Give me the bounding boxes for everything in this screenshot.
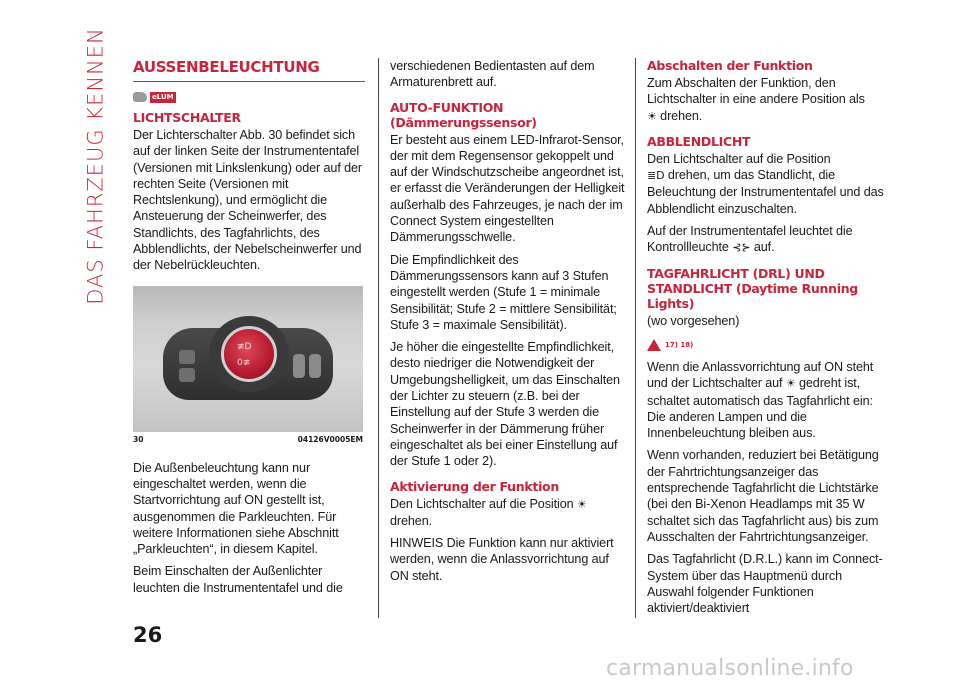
right-button-1 bbox=[293, 354, 305, 378]
warning-icon bbox=[647, 339, 661, 351]
heading-abschalten: Abschalten der Funktion bbox=[647, 58, 813, 73]
column-2 bbox=[390, 58, 626, 584]
text-run: Auf der Instrumententafel leuchtet die Kontrollleuchte bbox=[647, 224, 853, 255]
chapter-title-text: DAS FAHRZEUG KENNEN bbox=[84, 27, 109, 305]
heading-line: TAGFAHRLICHT (DRL) UND bbox=[647, 265, 825, 281]
column-divider-1 bbox=[378, 58, 379, 618]
heading-aktivierung: Aktivierung der Funktion bbox=[390, 478, 559, 494]
paragraph: (wo vorgesehen) bbox=[647, 313, 740, 328]
text-run: drehen, um das Standlicht, die Beleuchtung der Instrumententafel und das Abblendlicht einzuschalten. bbox=[647, 168, 884, 216]
text-run: auf. bbox=[753, 240, 775, 255]
text-run: Den Lichtschalter auf die Position bbox=[390, 496, 574, 511]
right-button-2 bbox=[309, 354, 321, 378]
auto-light-icon: ☀ bbox=[647, 109, 657, 123]
watermark: carmanualsonline.info bbox=[606, 656, 854, 681]
auto-light-icon: ☀ bbox=[785, 377, 796, 391]
heading-lichtschalter: LICHTSCHALTER bbox=[133, 110, 241, 125]
figure-code: 04126V0005EM bbox=[297, 434, 363, 444]
fog-rear-icon: 0≢ bbox=[237, 357, 251, 368]
heading-abblendlicht: ABBLENDLICHT bbox=[647, 133, 751, 149]
elum-indicator bbox=[133, 90, 365, 104]
left-button-lower bbox=[179, 368, 195, 382]
heading-line: STANDLICHT (Daytime Running Lights) bbox=[647, 280, 858, 311]
text-run: Wenn die Anlassvorrichtung auf ON steht und der Lichtschalter auf bbox=[647, 359, 874, 391]
heading-auto-funktion bbox=[390, 100, 626, 130]
warning-reference bbox=[647, 337, 887, 353]
heading-tagfahrlicht bbox=[647, 266, 887, 311]
paragraph bbox=[647, 359, 887, 441]
chapter-side-title bbox=[82, 27, 110, 305]
heading-line: AUTO-FUNKTION bbox=[390, 99, 504, 115]
light-switch-photo bbox=[133, 286, 363, 432]
paragraph bbox=[647, 223, 887, 257]
page-number: 26 bbox=[133, 623, 163, 647]
light-knob bbox=[221, 326, 277, 382]
paragraph: verschiedenen Bedientasten auf dem Armaturenbrett auf. bbox=[390, 59, 595, 90]
text-run: Den Lichtschalter auf die Position bbox=[647, 151, 831, 166]
paragraph: Wenn vorhanden, reduziert bei Betätigung der Fahrtrichtungsanzeiger das entsprechende Tagfahrlicht die Lichtstärke (bei den Bi-Xenon Headlamps mit 35 W schaltet sich das Tagfahrlicht aus) bis zum Ausschalten der Fahrtrichtungsanzeiger. bbox=[647, 448, 879, 544]
figure-caption bbox=[133, 435, 363, 444]
section-title: AUSSENBELEUCHTUNG bbox=[133, 58, 365, 82]
paragraph: Die Außenbeleuchtung kann nur eingeschaltet werden, wenn die Startvorrichtung auf ON gestellt ist, ausgenommen die Parkleuchten. Für weitere Informationen siehe Abschnitt „Parkleuchten“, in diesem Kapitel. bbox=[133, 460, 339, 557]
warning-refs: 17) 18) bbox=[665, 340, 694, 349]
figure-number: 30 bbox=[133, 434, 144, 444]
text-run: Zum Abschalten der Funktion, den Lichtschalter in eine andere Position als bbox=[647, 76, 865, 107]
heading-line: (Dämmerungssensor) bbox=[390, 114, 537, 130]
column-divider-2 bbox=[635, 58, 636, 618]
paragraph: Das Tagfahrlicht (D.R.L.) kann im Connect-System über das Hauptmenü durch Auswahl folgender Funktionen aktiviert/deaktiviert bbox=[647, 552, 883, 616]
text-run: gedreht ist, schaltet automatisch das Tagfahrlicht ein: Die anderen Lampen und die Innenbeleuchtung bleiben aus. bbox=[647, 376, 873, 441]
paragraph bbox=[647, 151, 887, 217]
fog-front-icon: ≢D bbox=[237, 341, 252, 352]
low-beam-icon: ≣D bbox=[647, 169, 665, 183]
column-1 bbox=[133, 58, 365, 596]
text-run: drehen. bbox=[390, 513, 433, 528]
paragraph bbox=[390, 496, 626, 530]
elum-badge: eLUM bbox=[152, 92, 174, 101]
paragraph: Je höher die eingestellte Empfindlichkeit, desto niedriger die Notwendigkeit der Umgebungshelligkeit, um das Einschalten der Lichter zu steuern (z.B. bei der Einstellung auf der Stufe 3 werden die Scheinwerfer in der Dämmerung früher eingeschaltet als bei einer Einstellung auf der Stufe 1 oder 2). bbox=[390, 340, 620, 469]
auto-light-icon: ☀ bbox=[576, 497, 587, 511]
paragraph: Er besteht aus einem LED-Infrarot-Sensor, der mit dem Regensensor gekoppelt und auf der Windschutzscheibe angeordnet ist, er erfasst die Veränderungen der Helligkeit außerhalb des Fahrzeuges, je nach der im Connect System eingestellten Dämmerungsschwelle. bbox=[390, 132, 625, 245]
paragraph: Die Empfindlichkeit des Dämmerungssensors kann auf 3 Stufen eingestellt werden (Stufe 1 = minimale Sensibilität; Stufe 2 = mittlere Sensibilität; Stufe 3 = maximale Sensibilität). bbox=[390, 252, 617, 332]
hand-icon bbox=[133, 92, 147, 102]
paragraph: HINWEIS Die Funktion kann nur aktiviert werden, wenn die Anlassvorrichtung auf ON steht. bbox=[390, 536, 614, 583]
paragraph: Beim Einschalten der Außenlichter leuchten die Instrumententafel und die bbox=[133, 564, 343, 595]
text-run: drehen. bbox=[660, 108, 703, 123]
column-3 bbox=[647, 58, 887, 616]
paragraph: Der Lichterschalter Abb. 30 befindet sich auf der linken Seite der Instrumententafel (Versionen mit Linkslenkung) oder auf der rechten Seite (Versionen mit Rechtslenkung), und ermöglicht die Ansteuerung der Scheinwerfer, des Standlichts, des Tagfahrlichts, des Abblendlichts, der Nebelscheinwerfer und der Nebelrückleuchten. bbox=[133, 128, 363, 273]
paragraph bbox=[647, 75, 887, 125]
position-light-icon: ⊰⊱ bbox=[732, 241, 751, 255]
left-button-upper bbox=[179, 350, 195, 364]
